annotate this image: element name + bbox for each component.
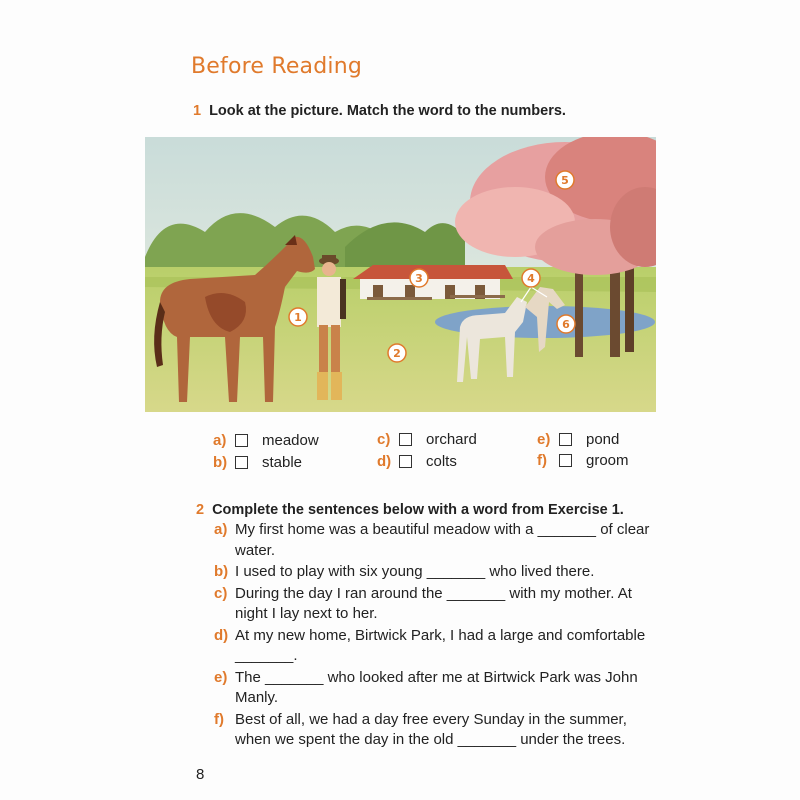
option-e-letter: e) bbox=[537, 431, 551, 448]
option-c-checkbox[interactable] bbox=[399, 433, 412, 446]
marker-3: 3 bbox=[415, 272, 423, 285]
sentence-f-text: Best of all, we had a day free every Sunday in the summer, when we spent the day in the old _______ under the trees. bbox=[235, 710, 627, 748]
option-d-letter: d) bbox=[377, 453, 392, 470]
sentence-a-letter: a) bbox=[214, 521, 228, 538]
sentence-d-letter: d) bbox=[214, 626, 229, 644]
exercise-1-instruction: Look at the picture. Match the word to the numbers. bbox=[209, 103, 566, 119]
sentence-e-letter: e) bbox=[214, 668, 228, 686]
option-a bbox=[213, 432, 319, 449]
word-options bbox=[213, 429, 663, 477]
option-b bbox=[213, 454, 302, 471]
marker-6: 6 bbox=[562, 318, 570, 331]
option-b-word: stable bbox=[262, 454, 303, 471]
stable-building bbox=[353, 265, 513, 300]
page-number: 8 bbox=[196, 766, 205, 783]
option-c-word: orchard bbox=[426, 431, 477, 448]
sentence-b-text: I used to play with six young _______ who lived there. bbox=[235, 563, 595, 580]
option-c bbox=[377, 431, 477, 448]
option-b-letter: b) bbox=[213, 454, 228, 471]
option-f-letter: f) bbox=[537, 452, 547, 469]
sentence-a-text: My first home was a beautiful meadow with a _______ of clear water. bbox=[235, 521, 650, 559]
option-e bbox=[537, 431, 619, 448]
exercise-2-instruction: Complete the sentences below with a word from Exercise 1. bbox=[212, 502, 624, 518]
option-d bbox=[377, 453, 457, 470]
option-f bbox=[537, 452, 629, 469]
sentence-b bbox=[214, 562, 659, 583]
exercise-2-number: 2 bbox=[196, 502, 205, 518]
option-e-word: pond bbox=[586, 431, 620, 448]
option-d-checkbox[interactable] bbox=[399, 455, 412, 468]
option-b-checkbox[interactable] bbox=[235, 456, 248, 469]
option-d-word: colts bbox=[426, 453, 457, 470]
option-a-checkbox[interactable] bbox=[235, 434, 248, 447]
sentence-list bbox=[214, 520, 659, 752]
option-f-checkbox[interactable] bbox=[559, 454, 572, 467]
sentence-f-letter: f) bbox=[214, 710, 224, 728]
exercise-2-heading bbox=[196, 502, 624, 518]
exercise-1-number: 1 bbox=[193, 103, 202, 119]
sentence-e bbox=[214, 668, 659, 709]
farm-illustration bbox=[145, 137, 656, 412]
exercise-1-heading bbox=[193, 103, 566, 119]
sentence-e-text: The _______ who looked after me at Birtwick Park was John Manly. bbox=[235, 668, 638, 706]
option-a-word: meadow bbox=[262, 432, 319, 449]
sentence-d bbox=[214, 626, 659, 667]
sentence-c bbox=[214, 584, 659, 625]
sentence-a bbox=[214, 520, 659, 561]
marker-4: 4 bbox=[527, 272, 535, 285]
sentence-c-text: During the day I ran around the _______ with my mother. At night I lay next to her. bbox=[235, 584, 632, 622]
page-title: Before Reading bbox=[191, 54, 363, 79]
marker-1: 1 bbox=[294, 311, 302, 324]
sentence-f bbox=[214, 710, 659, 751]
sentence-c-letter: c) bbox=[214, 584, 228, 602]
marker-5: 5 bbox=[561, 174, 569, 187]
option-c-letter: c) bbox=[377, 431, 391, 448]
farm-scene-svg bbox=[145, 137, 656, 412]
marker-2: 2 bbox=[393, 347, 401, 360]
sentence-b-letter: b) bbox=[214, 563, 229, 580]
option-a-letter: a) bbox=[213, 432, 227, 449]
sentence-d-text: At my new home, Birtwick Park, I had a large and comfortable _______. bbox=[235, 626, 646, 664]
option-e-checkbox[interactable] bbox=[559, 433, 572, 446]
option-f-word: groom bbox=[586, 452, 629, 469]
